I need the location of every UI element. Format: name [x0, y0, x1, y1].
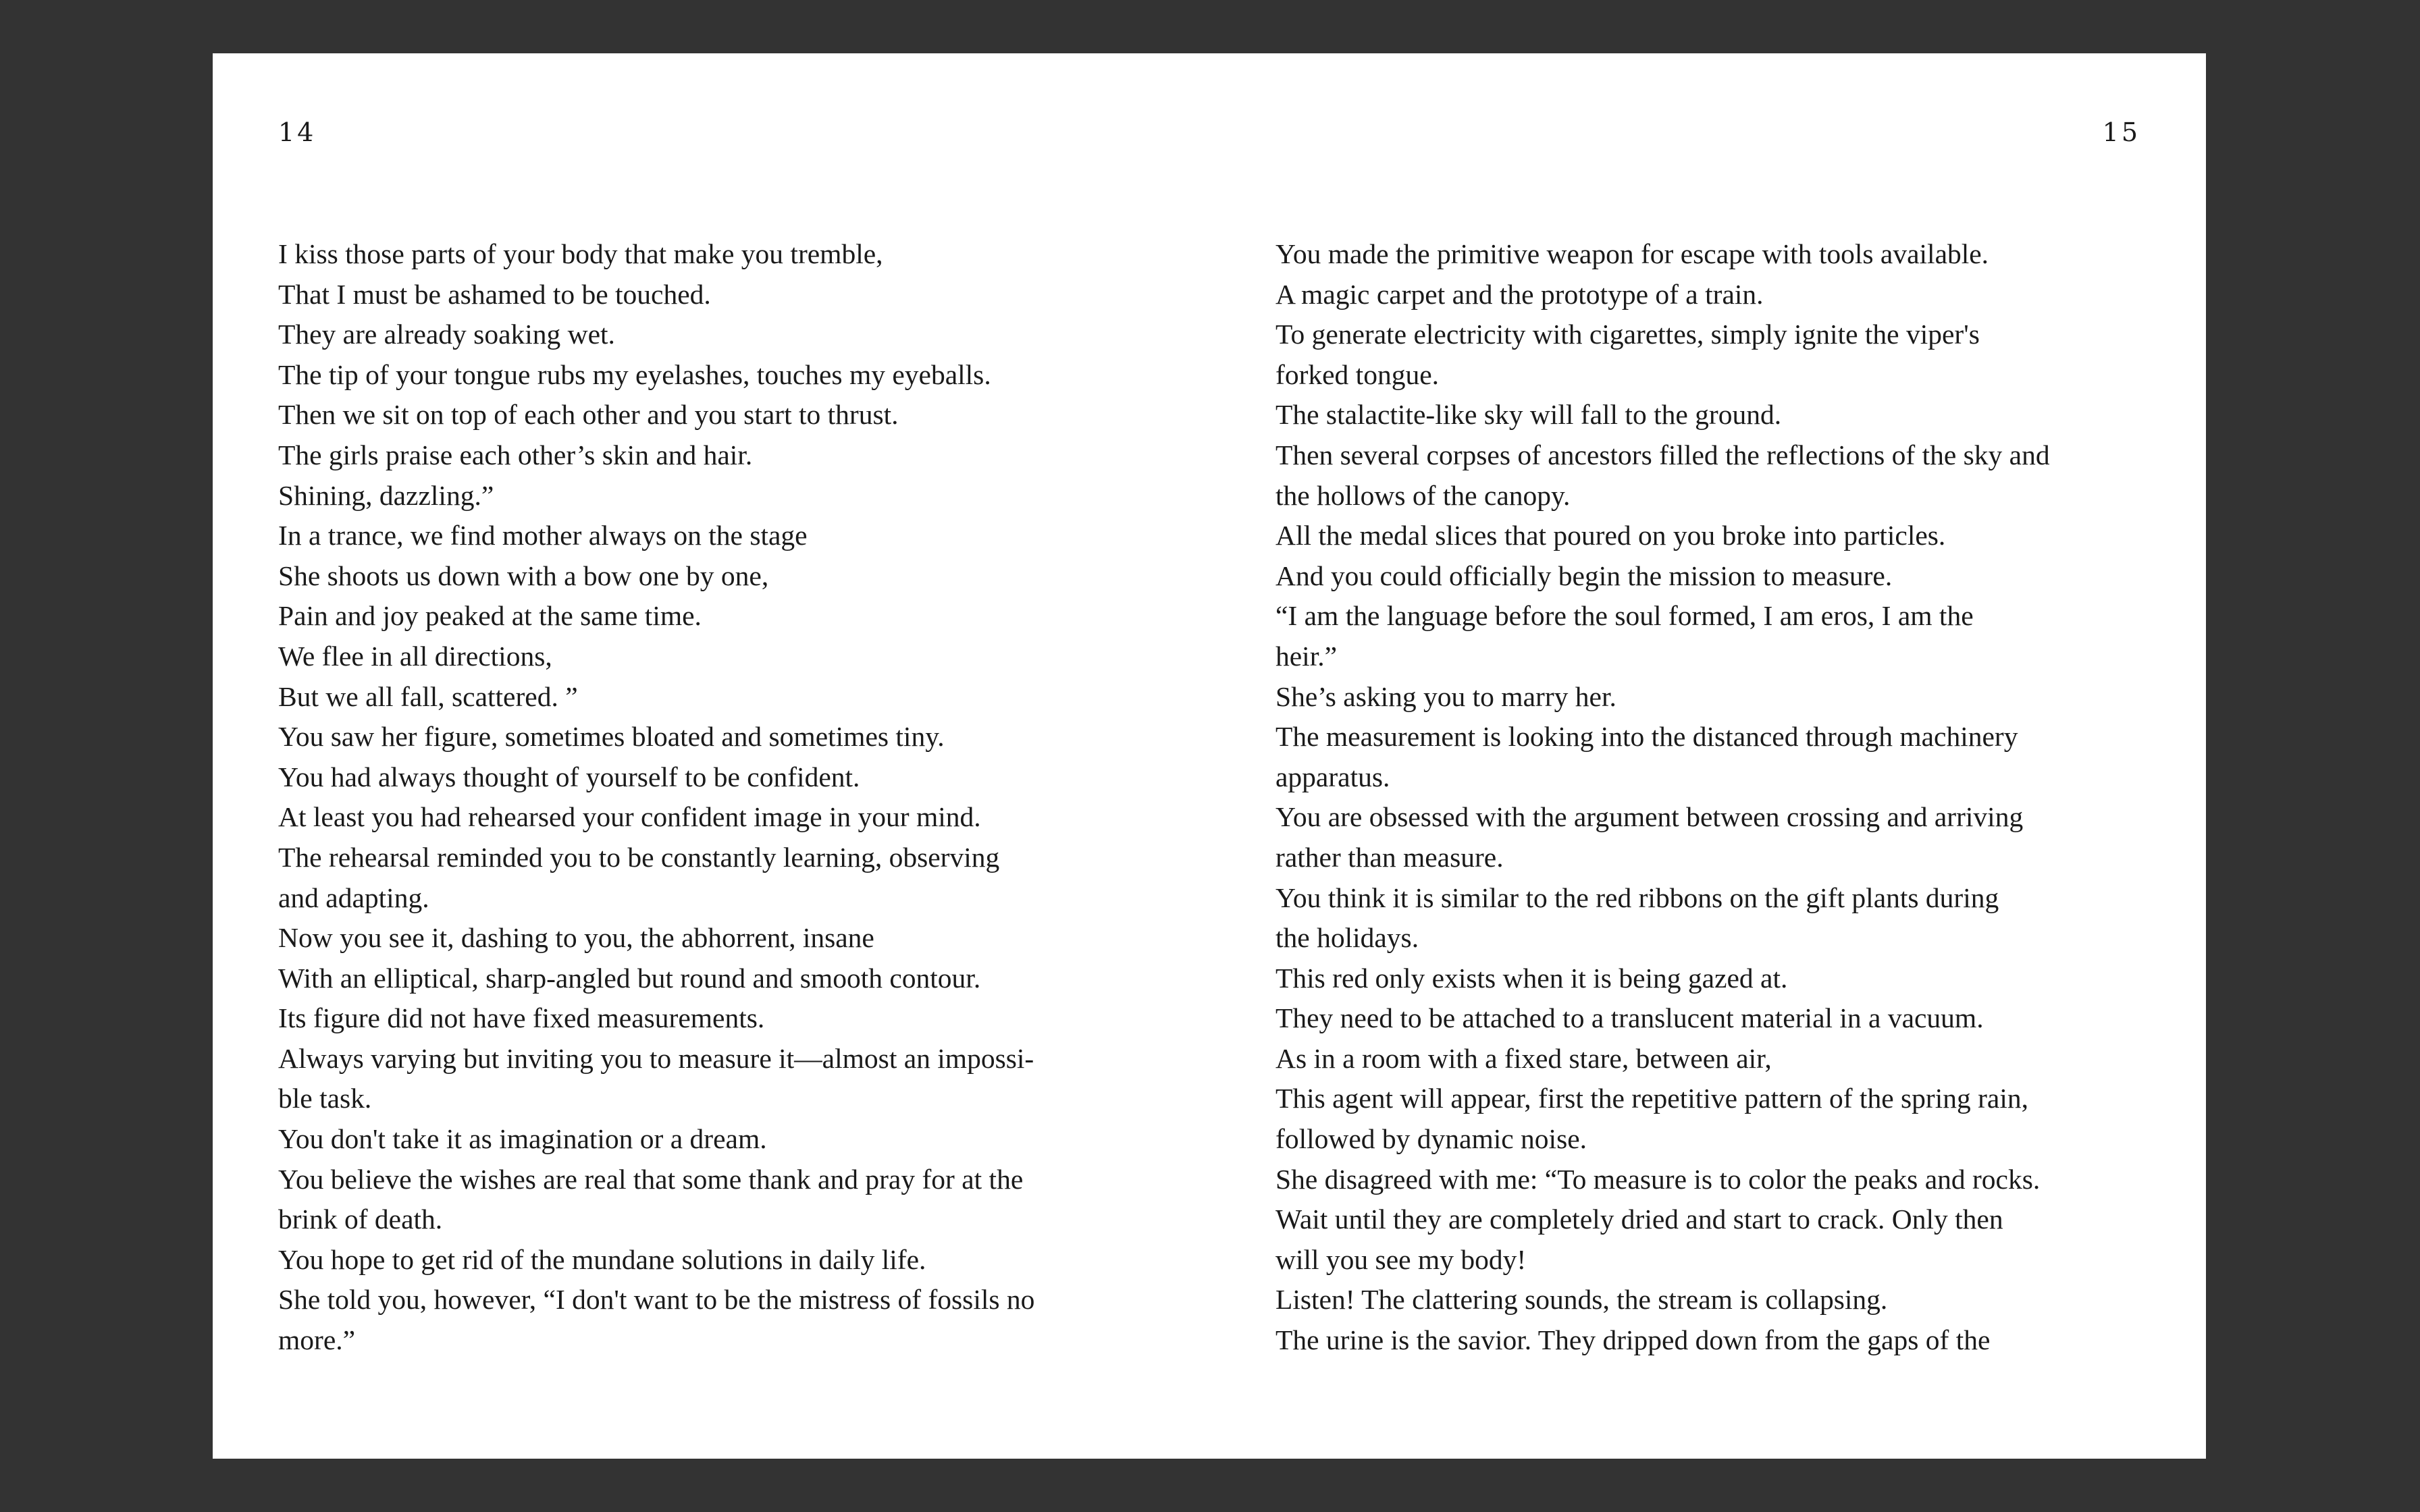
text-line: With an elliptical, sharp-angled but round and smooth contour. [278, 962, 981, 994]
text-line: They are already soaking wet. [278, 319, 615, 350]
text-line: The measurement is looking into the distanced through machinery [1275, 721, 2018, 753]
text-line: forked tongue. [1275, 358, 1440, 390]
text-line: And you could officially begin the mission to measure. [1275, 560, 1893, 591]
text-line: Always varying but inviting you to measure it—almost an impossi- [278, 1042, 1034, 1074]
text-line: “I am the language before the soul formed, I am eros, I am the [1275, 600, 1974, 632]
text-line: The tip of your tongue rubs my eyelashes, touches my eyeballs. [278, 358, 991, 390]
text-line: A magic carpet and the prototype of a train. [1275, 278, 1764, 310]
text-line: She shoots us down with a bow one by one, [278, 560, 769, 591]
text-line: You are obsessed with the argument between crossing and arriving [1275, 801, 2024, 833]
text-line: To generate electricity with cigarettes, simply ignite the viper's [1275, 319, 1980, 350]
text-line: Its figure did not have fixed measurements. [278, 1002, 765, 1034]
text-line: Now you see it, dashing to you, the abhorrent, insane [278, 922, 874, 954]
text-line: heir.” [1275, 640, 1338, 672]
text-line: the holidays. [1275, 922, 1419, 954]
text-line: brink of death. [278, 1204, 443, 1235]
text-line: Listen! The clattering sounds, the stream is collapsing. [1275, 1284, 1888, 1316]
text-line: They need to be attached to a translucent material in a vacuum. [1275, 1002, 1984, 1034]
text-line: Shining, dazzling.” [278, 479, 494, 511]
text-line: All the medal slices that poured on you broke into particles. [1275, 520, 1946, 551]
text-line: rather than measure. [1275, 841, 1504, 873]
text-line: This red only exists when it is being gazed at. [1275, 962, 1788, 994]
text-line: The urine is the savior. They dripped down from the gaps of the [1275, 1324, 1991, 1356]
text-line: You made the primitive weapon for escape with tools available. [1275, 238, 1989, 269]
text-line: The girls praise each other’s skin and hair. [278, 439, 753, 470]
text-line: In a trance, we find mother always on the stage [278, 520, 808, 551]
text-line: She told you, however, “I don't want to be the mistress of fossils no [278, 1284, 1035, 1316]
text-line: You hope to get rid of the mundane solutions in daily life. [278, 1243, 926, 1275]
text-line: The stalactite-like sky will fall to the ground. [1275, 399, 1782, 431]
left-page-number: 14 [278, 117, 317, 147]
text-line: more.” [278, 1324, 356, 1356]
text-line: Wait until they are completely dried and start to crack. Only then [1275, 1204, 2003, 1235]
text-line: She’s asking you to marry her. [1275, 680, 1616, 712]
text-line: You don't take it as imagination or a dream. [278, 1123, 767, 1155]
text-line: apparatus. [1275, 761, 1390, 792]
left-page-text [278, 234, 1115, 1361]
text-line: I kiss those parts of your body that make you tremble, [278, 238, 883, 269]
text-line: You saw her figure, sometimes bloated and sometimes tiny. [278, 721, 945, 753]
text-line: The rehearsal reminded you to be constantly learning, observing [278, 841, 1000, 873]
right-page-number: 15 [2102, 117, 2140, 147]
left-page [213, 53, 1209, 1459]
text-line: Then we sit on top of each other and you start to thrust. [278, 399, 899, 431]
right-page [1209, 53, 2206, 1459]
text-line: ble task. [278, 1083, 372, 1114]
text-line: and adapting. [278, 882, 429, 913]
text-line: As in a room with a fixed stare, between air, [1275, 1042, 1772, 1074]
text-line: But we all fall, scattered. ” [278, 680, 578, 712]
text-line: At least you had rehearsed your confident image in your mind. [278, 801, 981, 833]
right-page-text [1275, 234, 2120, 1361]
text-line: She disagreed with me: “To measure is to color the peaks and rocks. [1275, 1163, 2041, 1195]
text-line: will you see my body! [1275, 1243, 1527, 1275]
text-line: We flee in all directions, [278, 640, 552, 672]
text-line: Then several corpses of ancestors filled the reflections of the sky and [1275, 439, 2050, 470]
text-line: You had always thought of yourself to be confident. [278, 761, 860, 792]
text-line: This agent will appear, first the repetitive pattern of the spring rain, [1275, 1083, 2029, 1114]
text-line: followed by dynamic noise. [1275, 1123, 1587, 1155]
book-spread [213, 53, 2206, 1459]
text-line: Pain and joy peaked at the same time. [278, 600, 702, 632]
text-line: You believe the wishes are real that some thank and pray for at the [278, 1163, 1024, 1195]
text-line: the hollows of the canopy. [1275, 479, 1571, 511]
text-line: You think it is similar to the red ribbons on the gift plants during [1275, 882, 1999, 913]
text-line: That I must be ashamed to be touched. [278, 278, 711, 310]
